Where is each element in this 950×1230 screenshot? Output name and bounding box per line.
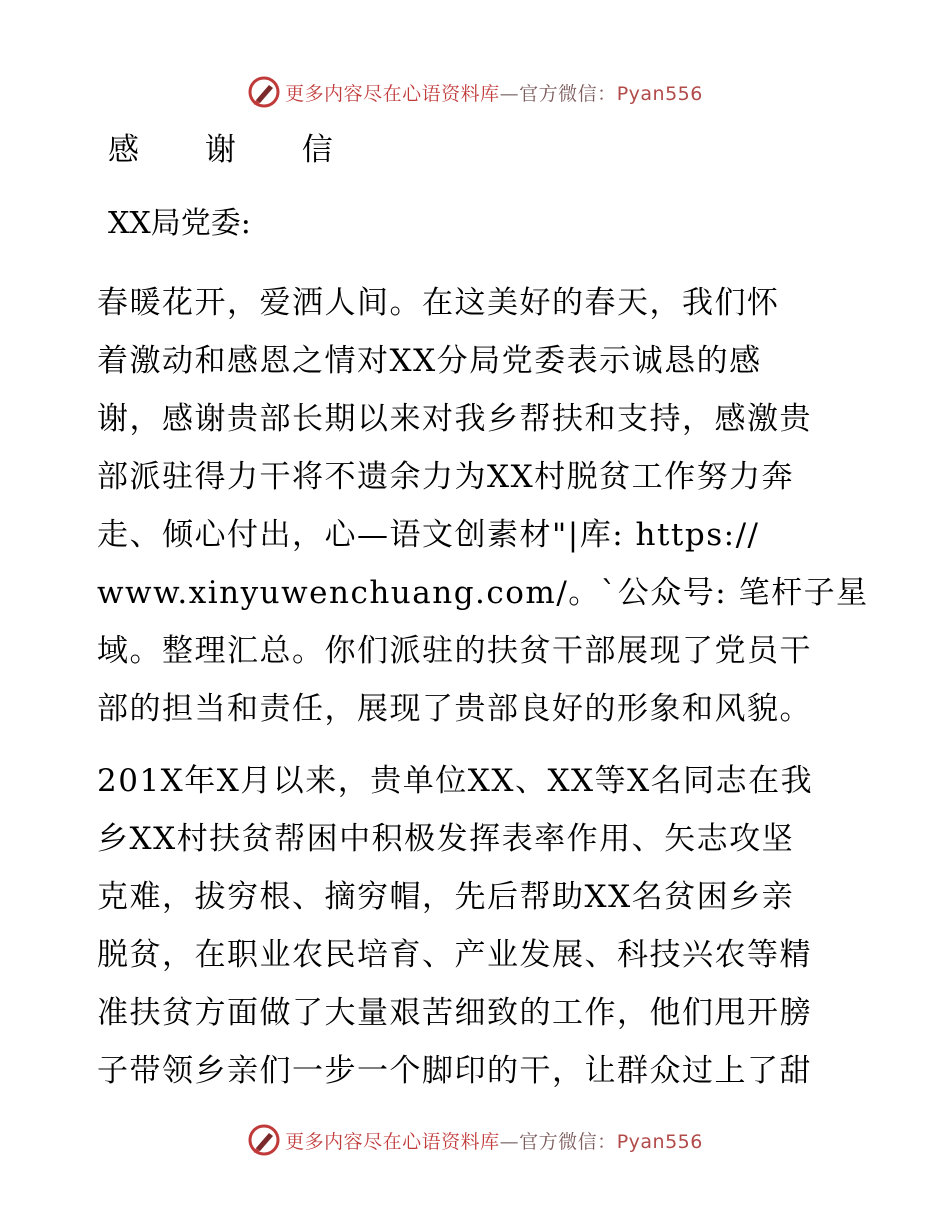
- paragraph-line: 走、倾心付出，心—语文创素材"|库: https://: [97, 517, 760, 553]
- pen-logo-icon: [247, 1123, 281, 1157]
- letter-title: 感 谢 信: [108, 132, 361, 168]
- banner-wechat-label: 官方微信：: [519, 82, 617, 105]
- banner-wechat-id: Pyan556: [616, 1130, 703, 1153]
- paragraph-2: [97, 752, 857, 1100]
- letter-salutation: XX局党委:: [108, 206, 251, 241]
- paragraph-1: [97, 274, 869, 738]
- banner-text: [285, 79, 703, 106]
- paragraph-line: 春暖花开，爱洒人间。在这美好的春天，我们怀: [97, 285, 780, 321]
- banner-wechat-label: 官方微信：: [519, 1130, 617, 1153]
- paragraph-line: 着激动和感恩之情对XX分局党委表示诚恳的感: [97, 343, 762, 379]
- paragraph-line: 脱贫，在职业农民培育、产业发展、科技兴农等精: [97, 937, 812, 973]
- banner-separator: —: [499, 1130, 520, 1153]
- header-banner: [0, 72, 950, 112]
- paragraph-line: 部派驻得力干将不遗余力为XX村脱贫工作努力奔: [97, 459, 795, 495]
- paragraph-line: 乡XX村扶贫帮困中积极发挥表率作用、矢志攻坚: [97, 821, 795, 857]
- paragraph-line: 子带领乡亲们一步一个脚印的干，让群众过上了甜: [97, 1053, 812, 1089]
- banner-wechat-id: Pyan556: [616, 82, 703, 105]
- paragraph-line: 域。整理汇总。你们派驻的扶贫干部展现了党员干: [97, 633, 812, 669]
- pen-logo-icon: [247, 75, 281, 109]
- paragraph-line: www.xinyuwenchuang.com/。`公众号: 笔杆子星: [97, 575, 869, 611]
- paragraph-line: 克难，拔穷根、摘穷帽，先后帮助XX名贫困乡亲: [97, 879, 795, 915]
- paragraph-line: 201X年X月以来，贵单位XX、XX等X名同志在我: [97, 763, 814, 799]
- paragraph-line: 准扶贫方面做了大量艰苦细致的工作，他们甩开膀: [97, 995, 812, 1031]
- banner-slogan: 更多内容尽在心语资料库: [285, 82, 500, 105]
- paragraph-line: 谢，感谢贵部长期以来对我乡帮扶和支持，感激贵: [97, 401, 812, 437]
- footer-banner: [0, 1120, 950, 1160]
- paragraph-line: 部的担当和责任，展现了贵部良好的形象和风貌。: [97, 691, 812, 727]
- banner-slogan: 更多内容尽在心语资料库: [285, 1130, 500, 1153]
- banner-separator: —: [499, 82, 520, 105]
- banner-text: [285, 1127, 703, 1154]
